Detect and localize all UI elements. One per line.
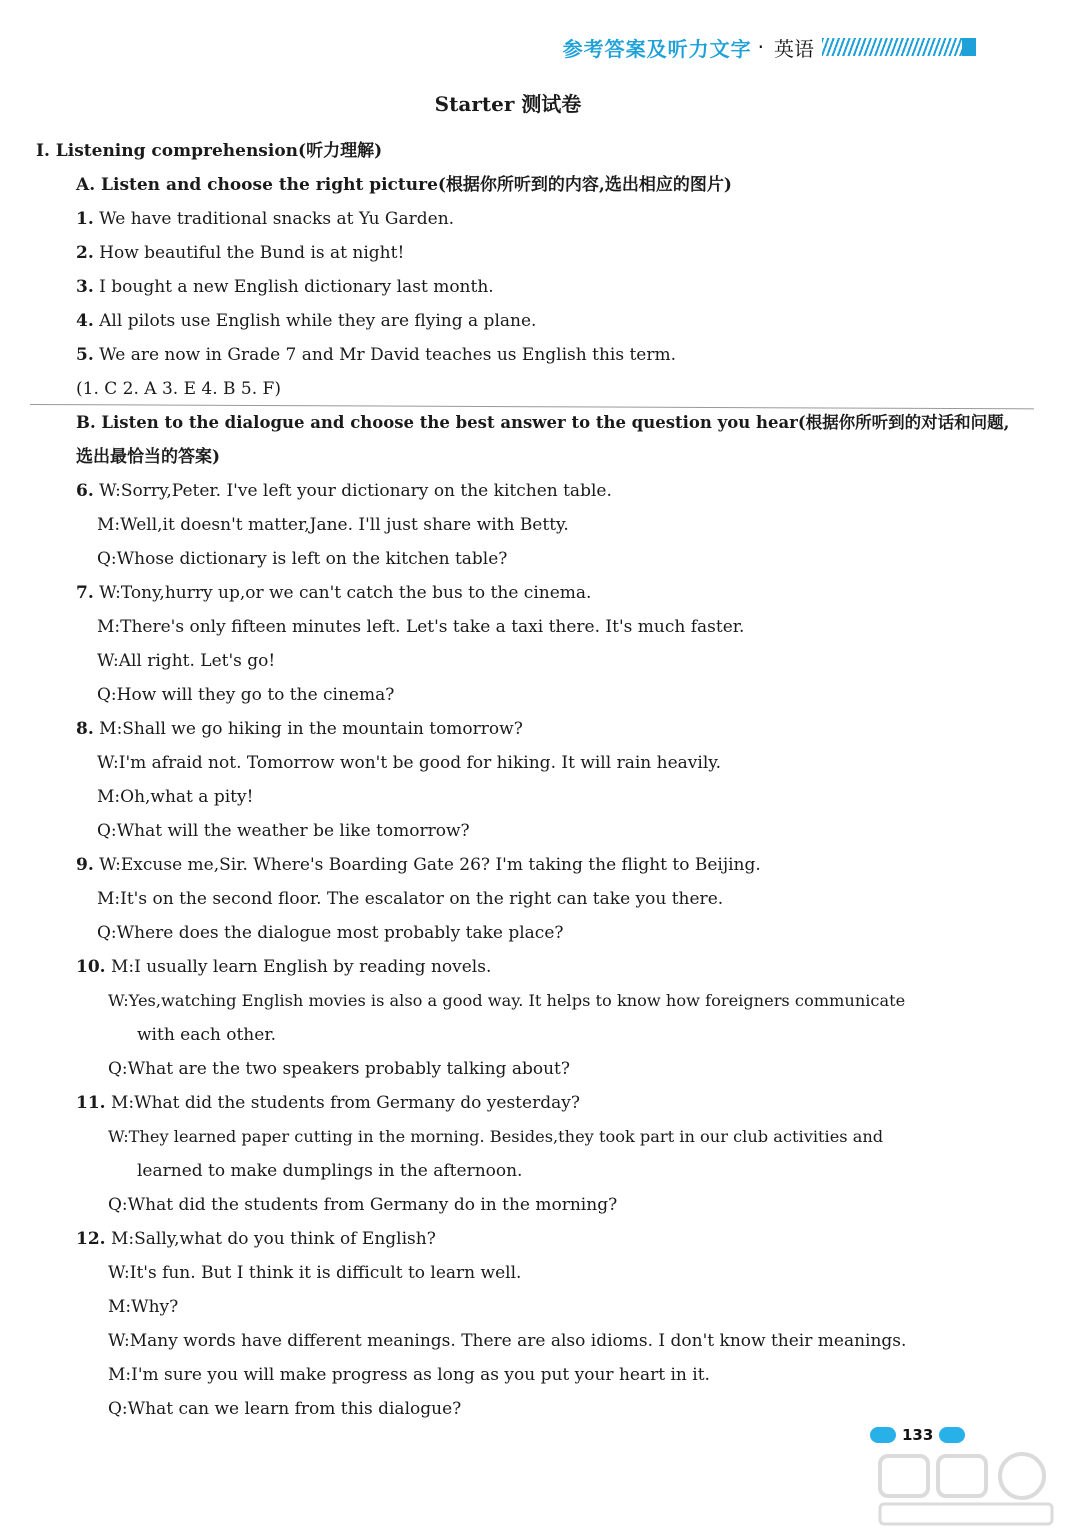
dialogue-question: Q:What did the students from Germany do in the morning?	[108, 1195, 618, 1215]
dialogue-line: W:All right. Let's go!	[97, 651, 276, 671]
dialogue-line	[76, 717, 523, 741]
dialogue-line: M:There's only fifteen minutes left. Let's take a taxi there. It's much faster.	[97, 617, 745, 637]
dialogue-question: Q:Where does the dialogue most probably take place?	[97, 923, 564, 943]
item-text: I bought a new English dictionary last month.	[99, 277, 494, 297]
item-number: 9.	[76, 855, 94, 875]
dialogue-line-cont: with each other.	[137, 1025, 276, 1045]
item-number: 2.	[76, 243, 94, 263]
dialogue-line: W:Many words have different meanings. There are also idioms. I don't know their meanings.	[108, 1331, 907, 1351]
item-number: 1.	[76, 209, 94, 229]
section-title: Listening comprehension(听力理解)	[55, 141, 383, 161]
dialogue-text: M:I usually learn English by reading novels.	[110, 957, 492, 977]
page-number-text: 133	[902, 1426, 934, 1444]
item-number: 11.	[76, 1093, 106, 1113]
dialogue-line	[76, 1091, 580, 1115]
section-heading	[36, 139, 382, 163]
page-title: Starter 测试卷	[434, 92, 582, 116]
header-subject: 英语	[774, 36, 814, 61]
dialogue-line: M:It's on the second floor. The escalator on the right can take you there.	[97, 889, 724, 909]
list-item	[76, 207, 454, 231]
dialogue-line	[76, 955, 491, 979]
item-number: 6.	[76, 481, 94, 501]
dialogue-line: M:Oh,what a pity!	[97, 787, 254, 807]
list-item	[76, 275, 494, 299]
item-number: 12.	[76, 1229, 106, 1249]
dialogue-text: M:Shall we go hiking in the mountain tomorrow?	[99, 719, 523, 739]
dialogue-text: W:Tony,hurry up,or we can't catch the bus to the cinema.	[99, 583, 592, 603]
dialogue-line	[76, 853, 761, 877]
dialogue-line: M:Why?	[108, 1297, 179, 1317]
item-number: 4.	[76, 311, 94, 331]
dialogue-question: Q:What can we learn from this dialogue?	[108, 1399, 462, 1419]
list-item	[76, 309, 536, 333]
watermark-logo	[876, 1450, 1056, 1530]
section-number: Ⅰ.	[36, 141, 50, 161]
item-number: 7.	[76, 583, 94, 603]
header-stripes-decoration	[822, 38, 962, 56]
part-b-heading-cont: 选出最恰当的答案)	[76, 447, 221, 467]
divider-line	[30, 404, 1034, 409]
page-number-right-pill	[939, 1427, 965, 1443]
dialogue-question: Q:How will they go to the cinema?	[97, 685, 395, 705]
dialogue-line	[76, 581, 591, 605]
part-a-heading: A. Listen and choose the right picture(根据你所听到的内容,选出相应的图片)	[76, 175, 732, 195]
dialogue-text: W:Sorry,Peter. I've left your dictionary on the kitchen table.	[99, 481, 612, 501]
header-block-decoration	[962, 38, 976, 56]
item-text: We have traditional snacks at Yu Garden.	[99, 209, 455, 229]
dialogue-line: W:Yes,watching English movies is also a good way. It helps to know how foreigners communicate	[108, 991, 906, 1010]
dialogue-line: W:I'm afraid not. Tomorrow won't be good for hiking. It will rain heavily.	[97, 753, 722, 773]
page-number	[870, 1426, 965, 1444]
list-item	[76, 241, 404, 265]
item-text: How beautiful the Bund is at night!	[99, 243, 405, 263]
item-text: We are now in Grade 7 and Mr David teaches us English this term.	[99, 345, 677, 365]
part-b-heading: B. Listen to the dialogue and choose the best answer to the question you hear(根据你所听到的对话和问题,	[76, 413, 1010, 432]
item-number: 10.	[76, 957, 106, 977]
dialogue-line-cont: learned to make dumplings in the afternoon.	[137, 1161, 523, 1181]
dialogue-text: M:Sally,what do you think of English?	[110, 1229, 436, 1249]
running-header	[563, 32, 976, 62]
dialogue-question: Q:Whose dictionary is left on the kitchen table?	[97, 549, 508, 569]
dialogue-line	[76, 479, 612, 503]
answer-key: (1. C 2. A 3. E 4. B 5. F)	[76, 379, 281, 399]
list-item	[76, 343, 676, 367]
dialogue-question: Q:What will the weather be like tomorrow?	[97, 821, 470, 841]
header-separator: ·	[757, 35, 764, 59]
header-title: 参考答案及听力文字	[562, 36, 752, 61]
item-number: 3.	[76, 277, 94, 297]
item-number: 5.	[76, 345, 94, 365]
dialogue-question: Q:What are the two speakers probably talking about?	[108, 1059, 570, 1079]
dialogue-text: M:What did the students from Germany do yesterday?	[110, 1093, 580, 1113]
dialogue-line: W:They learned paper cutting in the morning. Besides,they took part in our club activities and	[108, 1127, 884, 1146]
dialogue-line: W:It's fun. But I think it is difficult to learn well.	[108, 1263, 522, 1283]
dialogue-text: W:Excuse me,Sir. Where's Boarding Gate 26? I'm taking the flight to Beijing.	[99, 855, 761, 875]
item-text: All pilots use English while they are flying a plane.	[99, 311, 537, 331]
item-number: 8.	[76, 719, 94, 739]
page-number-left-pill	[870, 1427, 896, 1443]
dialogue-line: M:Well,it doesn't matter,Jane. I'll just share with Betty.	[97, 515, 569, 535]
dialogue-line	[76, 1227, 436, 1251]
dialogue-line: M:I'm sure you will make progress as long as you put your heart in it.	[108, 1365, 710, 1385]
